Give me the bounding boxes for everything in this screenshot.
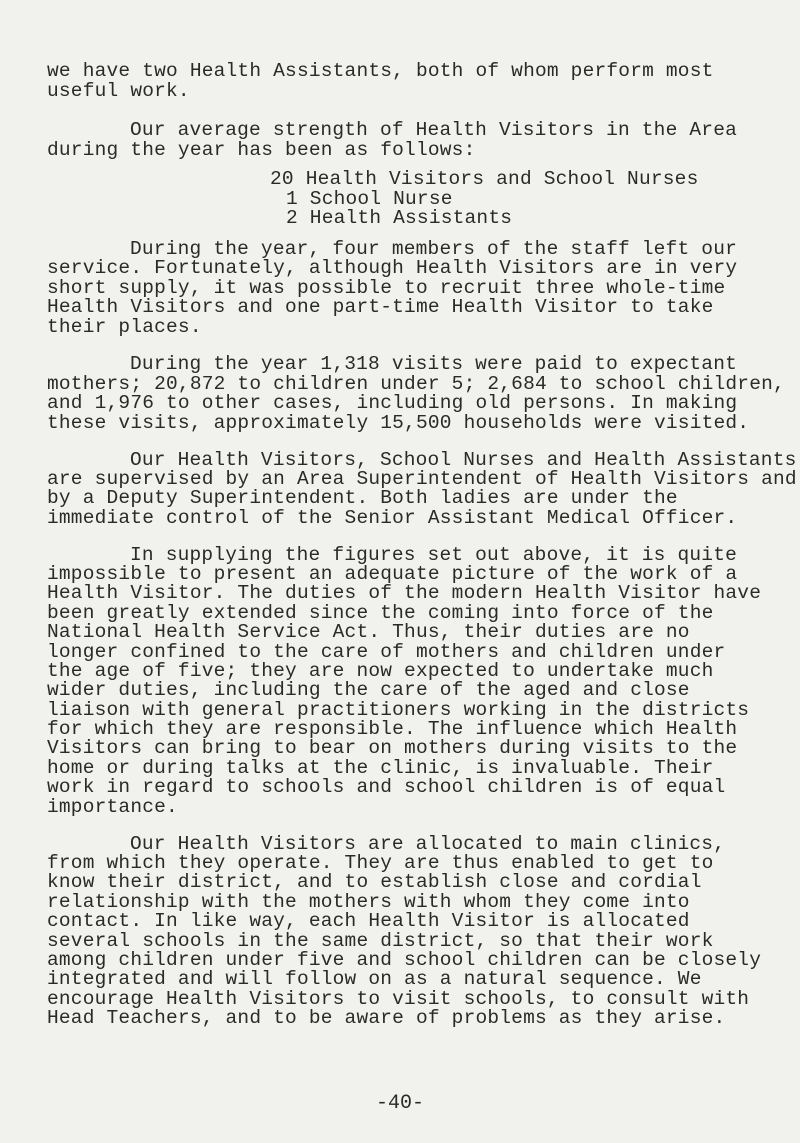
text-line: by a Deputy Superintendent. Both ladies are under the — [47, 487, 678, 510]
text-line: Health Visitor. The duties of the modern Health Visitor have — [47, 582, 762, 605]
text-line: integrated and will follow on as a natural sequence. We — [47, 968, 702, 991]
text-line: we have two Health Assistants, both of whom perform most — [47, 60, 714, 82]
staff-list-item: 2 Health Assistants — [286, 207, 513, 230]
text-line: among children under five and school children can be closely — [47, 948, 762, 971]
text-line: immediate control of the Senior Assistant Medical Officer. — [47, 506, 738, 529]
text-line: During the year 1,318 visits were paid to expectant — [130, 353, 737, 376]
text-line: for which they are responsible. The influence which Health — [47, 718, 738, 741]
text-line: these visits, approximately 15,500 households were visited. — [47, 411, 750, 434]
text-line: importance. — [47, 795, 178, 818]
text-line: Our Health Visitors are allocated to main clinics, — [130, 832, 726, 855]
staff-list-item: 1 School Nurse — [286, 187, 453, 210]
text-line: are supervised by an Area Superintendent of Health Visitors and — [47, 467, 797, 490]
text-line: During the year, four members of the staff left our — [130, 237, 737, 260]
text-line: liaison with general practitioners working in the districts — [47, 698, 750, 721]
text-line: Our Health Visitors, School Nurses and Health Assistants — [130, 448, 797, 471]
text-line: Health Visitors and one part-time Health Visitor to take — [47, 296, 714, 319]
text-line: National Health Service Act. Thus, their duties are no — [47, 621, 690, 644]
text-line: from which they operate. They are thus enabled to get to — [47, 852, 714, 874]
text-line: impossible to present an adequate picture of the work of a — [47, 563, 738, 585]
text-line: encourage Health Visitors to visit schools, to consult with — [47, 987, 750, 1010]
text-line: work in regard to schools and school children is of equal — [47, 776, 726, 799]
text-line: mothers; 20,872 to children under 5; 2,684 to school children, — [47, 372, 785, 395]
text-line: the age of five; they are now expected to undertake much — [47, 659, 714, 682]
text-line: longer confined to the care of mothers and children under — [47, 640, 726, 663]
text-line: Our average strength of Health Visitors in the Area — [130, 119, 737, 141]
text-line: service. Fortunately, although Health Visitors are in very — [47, 257, 738, 280]
text-line: home or during talks at the clinic, is invaluable. Their — [47, 756, 714, 779]
text-line: wider duties, including the care of the aged and close — [47, 679, 690, 702]
text-line: relationship with the mothers with whom they come into — [47, 890, 690, 913]
text-line: during the year has been as follows: — [47, 139, 476, 162]
text-line: their places. — [47, 315, 202, 338]
text-line: useful work. — [47, 80, 190, 103]
text-line: short supply, it was possible to recruit three whole-time — [47, 276, 726, 299]
staff-list-item: 20 Health Visitors and School Nurses — [270, 168, 699, 191]
page-number: -40- — [375, 1092, 424, 1115]
text-line: Visitors can bring to bear on mothers during visits to the — [47, 737, 738, 760]
text-line: contact. In like way, each Health Visitor is allocated — [47, 910, 690, 933]
text-line: Head Teachers, and to be aware of problems as they arise. — [47, 1007, 726, 1029]
text-line: been greatly extended since the coming into force of the — [47, 601, 714, 624]
text-line: know their district, and to establish close and cordial — [47, 871, 702, 894]
text-line: several schools in the same district, so that their work — [47, 929, 714, 952]
text-line: and 1,976 to other cases, including old persons. In making — [47, 392, 738, 415]
text-line: In supplying the figures set out above, it is quite — [130, 543, 737, 566]
